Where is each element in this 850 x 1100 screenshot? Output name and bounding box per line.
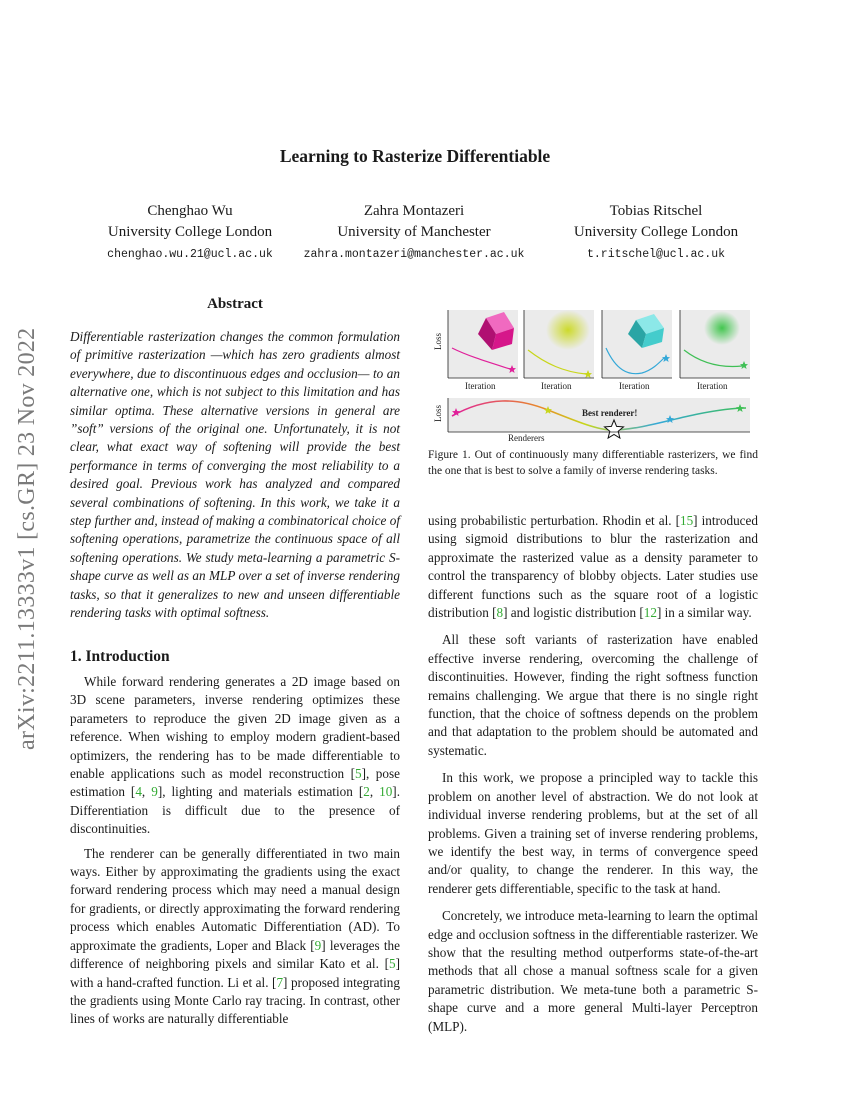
citation-link[interactable]: 8 — [496, 605, 504, 621]
citation-link[interactable]: 9 — [314, 937, 322, 953]
abstract-heading: Abstract — [207, 296, 263, 312]
citation-link[interactable]: 10 — [379, 784, 393, 800]
author-name: Chenghao Wu — [147, 203, 233, 219]
arxiv-stamp: arXiv:2211.13333v1 [cs.GR] 23 Nov 2022 — [14, 327, 40, 750]
iteration-axis-label: Iteration — [541, 381, 572, 391]
citation-link[interactable]: 4 — [135, 784, 142, 800]
best-renderer-label: Best renderer! — [582, 408, 638, 418]
iteration-axis-label: Iteration — [619, 381, 650, 391]
citation-link[interactable]: 7 — [276, 974, 284, 990]
citation-link[interactable]: 12 — [643, 605, 657, 621]
iteration-axis-label: Iteration — [465, 381, 496, 391]
author-email[interactable]: chenghao.wu.21@ucl.ac.uk — [107, 248, 273, 261]
citation-link[interactable]: 9 — [151, 784, 158, 800]
author-email[interactable]: t.ritschel@ucl.ac.uk — [586, 248, 726, 261]
loss-axis-label: Loss — [433, 332, 443, 350]
right-paragraph-2: All these soft variants of rasterization have enabled effective inverse rendering, overcoming the challenge of discontinuities. However, finding the right softness function remains challenging. We argue that there is no single right function, that the choice of softness depends on the problem and that adaptation to the problem should be automated and systematic. — [428, 632, 758, 758]
author-email[interactable]: zahra.montazeri@manchester.ac.uk — [303, 248, 525, 261]
author-3 — [526, 201, 786, 265]
intro-body — [70, 673, 400, 1035]
author-affiliation: University College London — [107, 224, 273, 240]
renderers-axis-label: Renderers — [508, 433, 545, 443]
paper-title: Learning to Rasterize Differentiable — [279, 146, 551, 166]
cube-yellow-blurred-icon — [546, 310, 590, 350]
renderer-panel — [433, 398, 750, 443]
loss-panel-3 — [602, 310, 672, 391]
citation-link[interactable]: 2 — [363, 784, 370, 800]
author-affiliation: University College London — [573, 224, 739, 240]
iteration-axis-label: Iteration — [697, 381, 728, 391]
figure-1-graphic — [428, 306, 758, 446]
citation-link[interactable]: 5 — [355, 766, 362, 782]
citation-link[interactable]: 15 — [679, 513, 694, 528]
right-paragraph-3: In this work, we propose a principled way to tackle this problem on another level of abstraction. We do not look at individual inverse rendering problems, but at the set of all problems. Given a training set of inverse rendering problems, we identify the best way, in terms of convergence speed and/or quality, to change the renderer. In this way, the renderer gets differentiable, specific to the task at hand. — [428, 770, 758, 896]
loss-panel-4 — [680, 310, 750, 391]
figure-1 — [428, 306, 758, 446]
loss-panel-1 — [433, 310, 518, 391]
author-affiliation: University of Manchester — [337, 224, 491, 240]
figure-caption: Figure 1. Out of continuously many differentiable rasterizers, we find the one that is best to solve a family of inverse rendering tasks. — [428, 449, 758, 477]
author-2 — [284, 201, 544, 265]
right-paragraph-4: Concretely, we introduce meta-learning to learn the optimal edge and occlusion softness in the differentiable rasterizer. We show that the resulting method outperforms state-of-the-art methods that all chose a manual softness scale for a given parametric distribution. We meta-tune both a parametric S-shape curve and a more general Multi-layer Perceptron (MLP). — [428, 908, 758, 1034]
right-column-body — [428, 512, 758, 1045]
intro-heading: 1. Introduction — [70, 648, 170, 665]
loss-axis-label: Loss — [433, 404, 443, 422]
intro-paragraph-1: While forward rendering generates a 2D image based on 3D scene parameters, inverse rendering optimizes these parameters to reproduce the given 2D image given as a reference. When wishing to employ modern gradient-based optimizers, the rendering has to be made differentiable to enable applications such as model reconstruction [5], pose estimation [4, 9], lighting and materials estimation [2, 10]. Differentiation is difficult due to the presence of discontinuities. — [70, 674, 400, 837]
loss-panel-2 — [524, 310, 594, 391]
abstract-text: Differentiable rasterization changes the common formulation of primitive rasterization —which has zero gradients almost everywhere, due to discontinuous edges and occlusion— to an alternative one, which is not subject to this limitation and has similar optima. These alternative versions in general are ”soft” versions of the original one. Unfortunately, it is not clear, what exact way of softening will provide the best performance in terms of converging the most reliability to a desired goal. Previous work has analyzed and compared several combinations of softening. In this work, we take it a step further and, instead of making a combinatorical choice of softening operations, parametrize the continuous space of all softening operations. We study meta-learning a parametric S-shape curve as well as an MLP over a set of inverse rendering tasks, so that it generalizes to new and unseen differentiable rendering tasks with optimal softness. — [70, 329, 400, 621]
cube-green-blurred-icon — [704, 311, 740, 345]
right-paragraph-1: using probabilistic perturbation. Rhodin et al. [15] introduced using sigmoid distributions to blur the rasterization and approximate the rasterized value as a density parameter to control the transparency of blobby objects. Later studies use different functions such as the square root of a logistic distribution [8] and logistic distribution [12] in a similar way. — [428, 513, 758, 621]
author-name: Tobias Ritschel — [609, 203, 703, 219]
author-1 — [60, 201, 320, 265]
citation-link[interactable]: 5 — [389, 956, 396, 972]
author-name: Zahra Montazeri — [363, 203, 465, 219]
intro-paragraph-2: The renderer can be generally differentiated in two main ways. Either by approximating the gradients using the exact forward rendering process which may need a manual design for gradients, or directly approximating the forward rendering process which enables Automatic Differentiation (AD). To approximate the gradients, Loper and Black [9] leverages the difference of neighboring pixels and similar Kato et al. [5] with a hand-crafted function. Li et al. [7] proposed integrating the gradients using Monte Carlo ray tracing. In contrast, other lines of works are naturally differentiable — [70, 845, 400, 1027]
